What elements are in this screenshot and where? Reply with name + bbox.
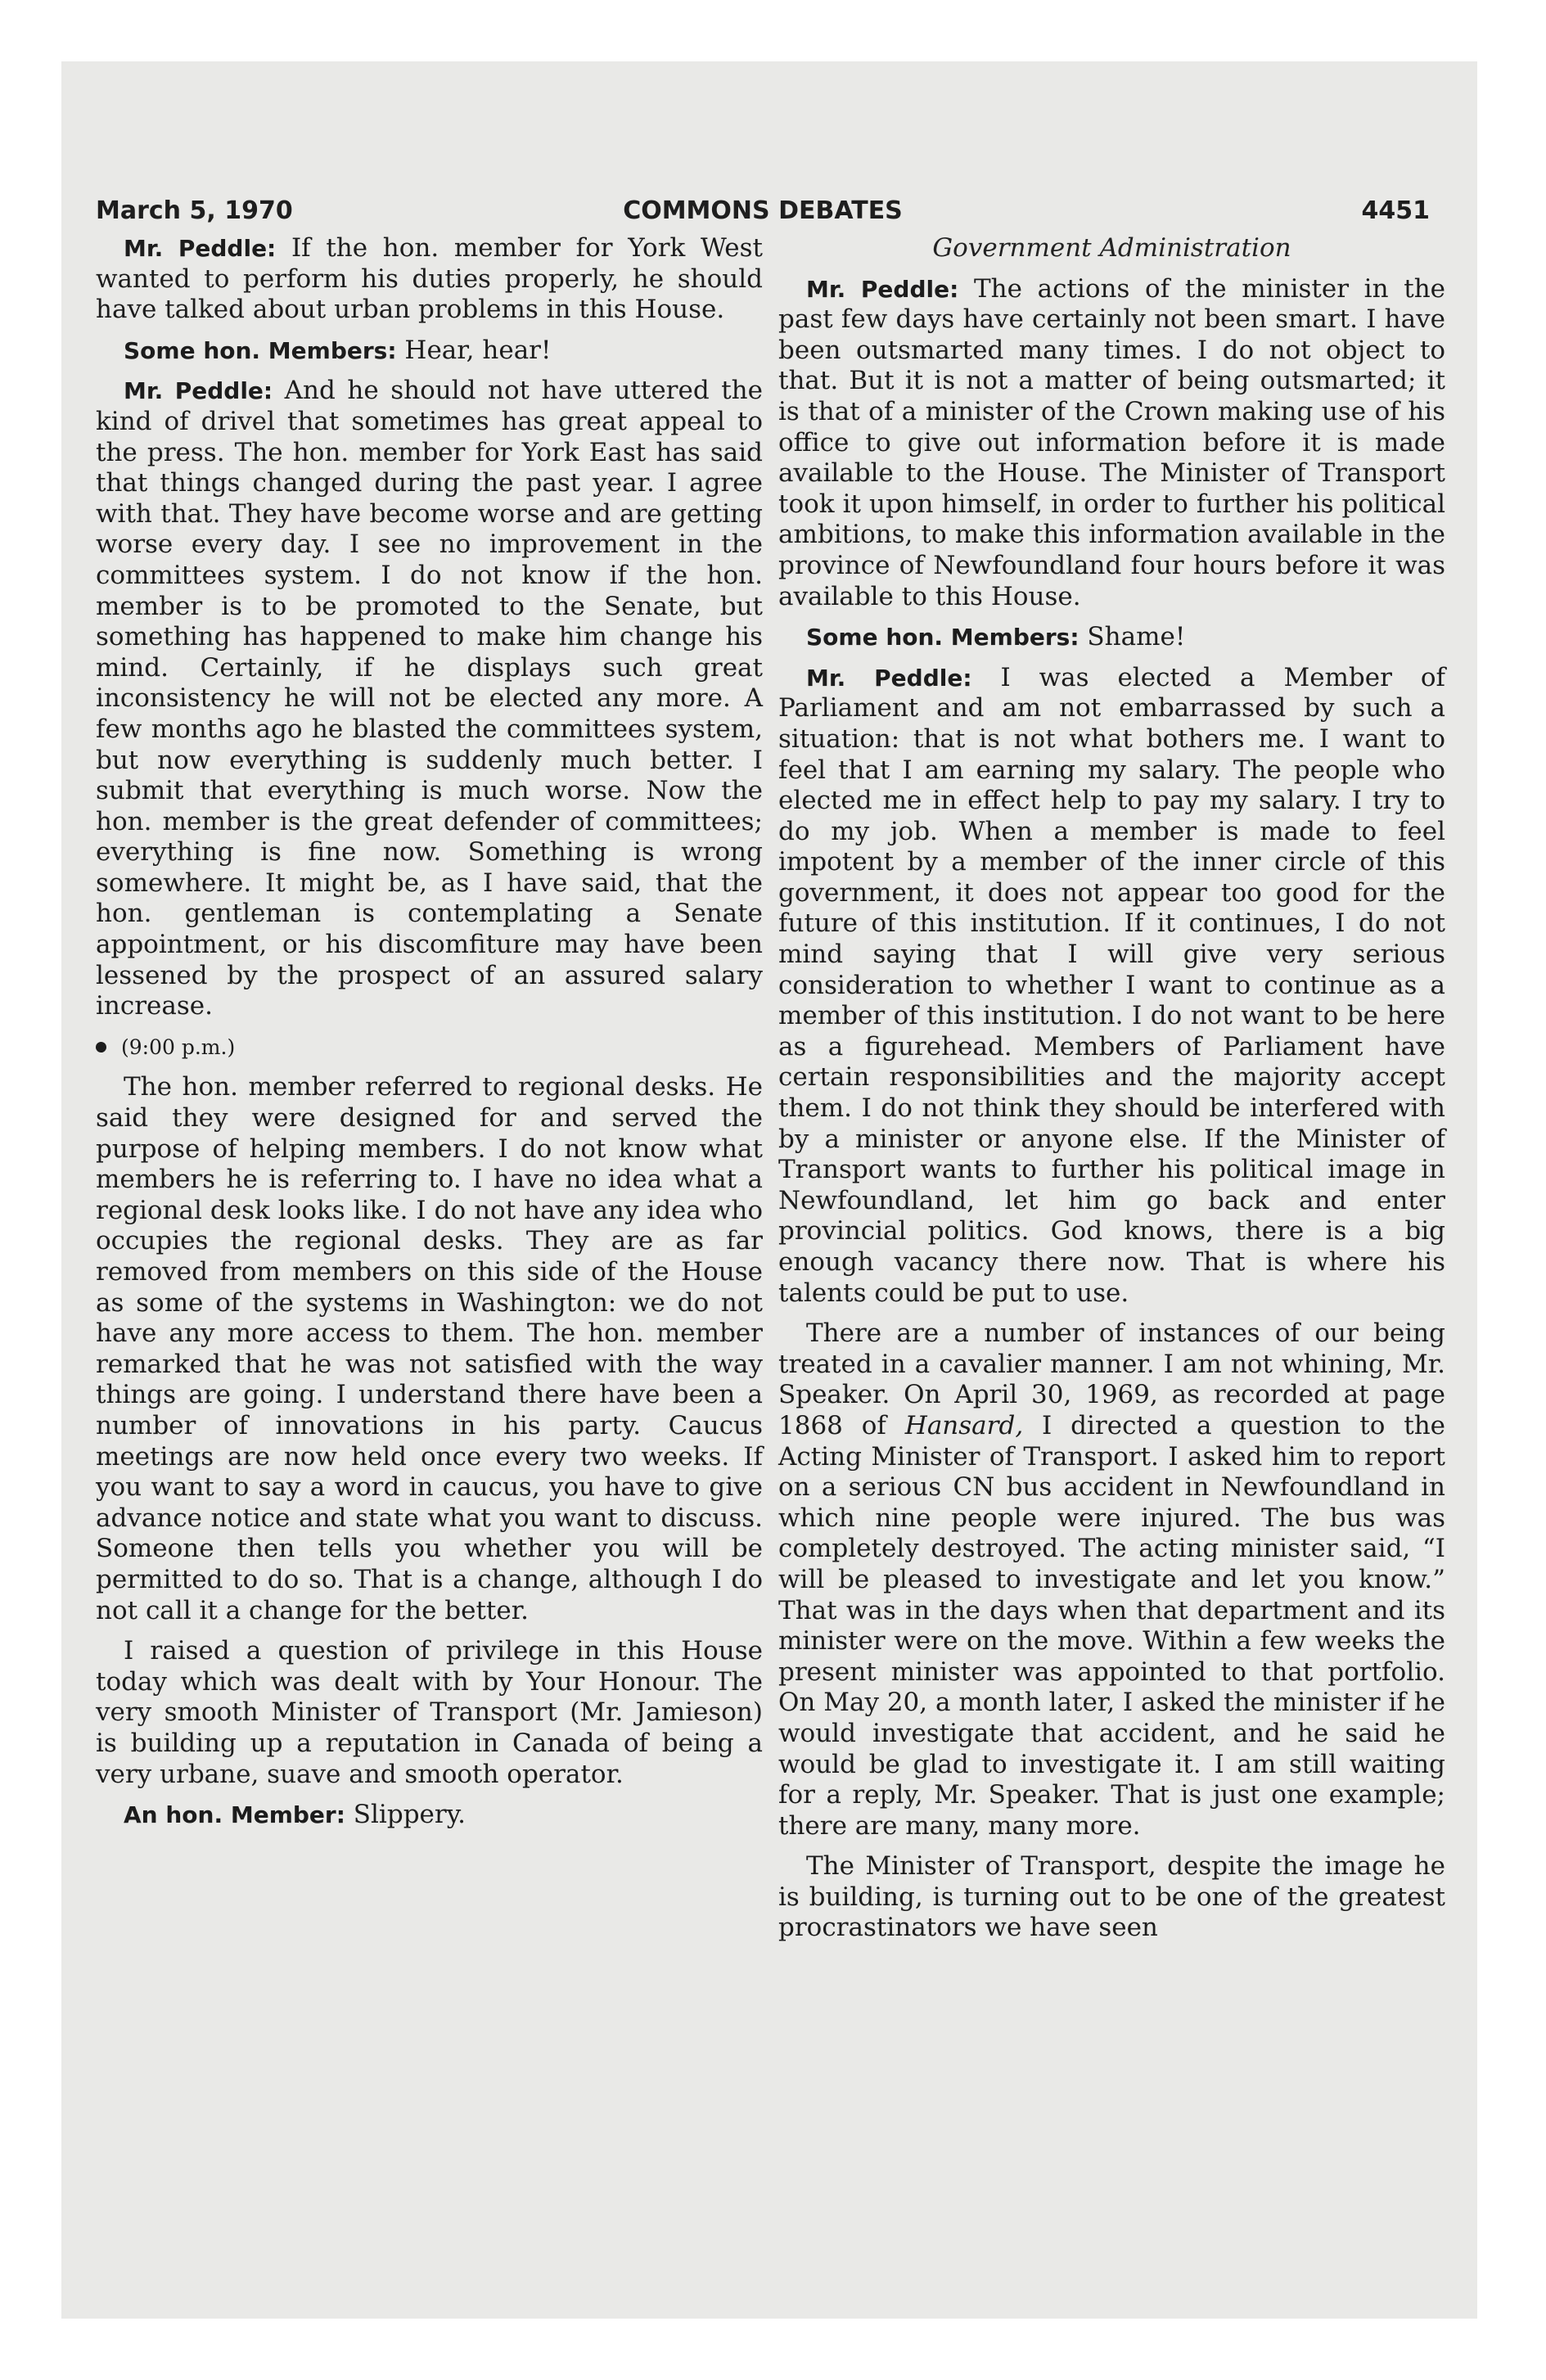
bullet-icon [96, 1042, 106, 1053]
paragraph [778, 1318, 1445, 1841]
time-marker [96, 1032, 763, 1063]
page-number: 4451 [1361, 196, 1430, 225]
left-column [96, 233, 763, 1841]
paragraph [96, 1800, 763, 1831]
section-heading: Government Administration [932, 233, 1291, 263]
paragraph [778, 663, 1445, 1309]
speech-text: And he should not have uttered the kind of drivel that sometimes has great appeal to the press. The hon. member for York East has said that things changed during the past year. I agree with that. They have become worse and are getting worse every day. I see no improvement in the committees system. I do not know if the hon. member is to be promoted to the Senate, but something has happened to make him change his mind. Certainly, if he displays such great inconsistency he will not be elected any more. A few months ago he blasted the committees system, but now everything is suddenly much better. I submit that everything is much worse. Now the hon. member is the great defender of committees; everything is fine now. Something is wrong somewhere. It might be, as I have said, that the hon. gentleman is contemplating a Senate appointment, or his discomfiture may have been lessened by the prospect of an assured salary increase. [96, 376, 763, 1021]
speech-text: I directed a question to the Acting Minister of Transport. I asked him to report on a serious CN bus accident in Newfoundland in which nine people were injured. The bus was completely destroyed. The acting minister said, “I will be pleased to investigate and let you know.” That was in the days when that department and its minister were on the move. Within a few weeks the present minister was appointed to that portfolio. On May 20, a month later, I asked the minister if he would investigate that accident, and he said he would be glad to investigate it. I am still waiting for a reply, Mr. Speaker. That is just one example; there are many, many more. [778, 1410, 1446, 1841]
speaker-name: Mr. Peddle: [806, 275, 959, 303]
speaker-name: Mr. Peddle: [806, 664, 972, 692]
speech-text: There are a number of instances of our being treated in a cavalier manner. I am not whining, Mr. Speaker. On April 30, 1969, as recorded at page 1868 of [778, 1318, 1445, 1440]
speaker-name: Mr. Peddle: [124, 235, 277, 262]
italic-citation: Hansard, [904, 1410, 1024, 1440]
paragraph [778, 622, 1445, 653]
time-text: (9:00 p.m.) [121, 1034, 236, 1059]
speech-text: Shame! [1087, 622, 1186, 652]
speaker-name: An hon. Member: [124, 1801, 345, 1829]
paragraph [96, 233, 763, 326]
speech-text: Slippery. [353, 1800, 466, 1830]
right-column [778, 233, 1445, 1954]
speaker-name: Mr. Peddle: [124, 377, 273, 405]
paragraph [96, 336, 763, 367]
speaker-name: Some hon. Members: [806, 624, 1079, 651]
paragraph: The Minister of Transport, despite the image he is building, is turning out to be one of the greatest procrastinators we have seen [778, 1851, 1445, 1943]
speech-text: Hear, hear! [404, 335, 552, 365]
paragraph: The hon. member referred to regional desks. He said they were designed for and served the purpose of helping members. I do not know what members he is referring to. I have no idea what a regional desk looks like. I do not have any idea who occupies the regional desks. They are as far removed from members on this side of the House as some of the systems in Washington: we do not have any more access to them. The hon. member remarked that he was not satisfied with the way things are going. I understand there have been a number of innovations in his party. Caucus meetings are now held once every two weeks. If you want to say a word in caucus, you have to give advance notice and state what you want to discuss. Someone then tells you whether you will be permitted to do so. That is a change, although I do not call it a change for the better. [96, 1072, 763, 1625]
speaker-name: Some hon. Members: [124, 336, 397, 364]
speech-text: The actions of the minister in the past few days have certainly not been smart. I have been outsmarted many times. I do not object to that. But it is not a matter of being outsmarted; it is that of a minister of the Crown making use of his office to give out information before it is made available to the House. The Minister of Transport took it upon himself, in order to further his political ambitions, to make this information available in the province of Newfoundland four hours before it was available to this House. [778, 273, 1446, 611]
header-title: COMMONS DEBATES [623, 196, 903, 225]
page-header [96, 196, 1430, 229]
speech-text: If the hon. member for York West wanted to perform his duties properly, he should have talked about urban problems in this House. [96, 233, 764, 325]
header-date: March 5, 1970 [96, 196, 293, 225]
paragraph [96, 376, 763, 1021]
paragraph: I raised a question of privilege in this House today which was dealt with by Your Honour. The very smooth Minister of Transport (Mr. Jamieson) is building up a reputation in Canada of being a very urbane, suave and smooth operator. [96, 1636, 763, 1789]
paragraph [778, 274, 1445, 613]
speech-text: I was elected a Member of Parliament and am not embarrassed by such a situation: that is not what bothers me. I want to feel that I am earning my salary. The people who elected me in effect help to pay my salary. I try to do my job. When a member is made to feel impotent by a member of the inner circle of this government, it does not appear too good for the future of this institution. If it continues, I do not mind saying that I will give very serious consideration to whether I want to continue as a member of this institution. I do not want to be here as a figurehead. Members of Parliament have certain responsibilities and the majority accept them. I do not think they should be interfered with by a minister or anyone else. If the Minister of Transport wants to further his political image in Newfoundland, let him go back and enter provincial politics. God knows, there is a big enough vacancy there now. That is where his talents could be put to use. [778, 662, 1446, 1308]
